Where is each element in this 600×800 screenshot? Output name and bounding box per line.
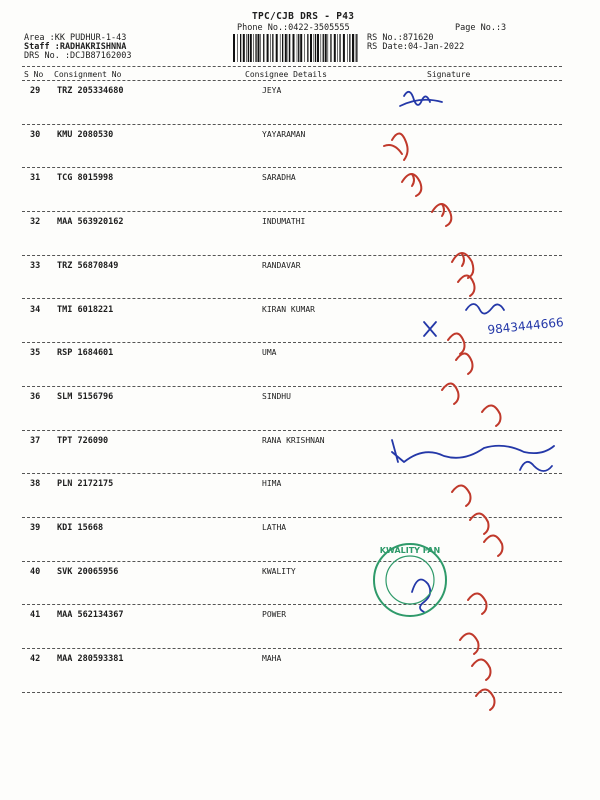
row-divider xyxy=(22,430,562,431)
row-divider xyxy=(22,211,562,212)
serial-number: 35 xyxy=(30,348,41,359)
stamp-text: KWALITY FAN xyxy=(379,546,441,555)
row-divider xyxy=(22,124,562,125)
consignment-number: SLM 5156796 xyxy=(57,391,114,402)
consignee-name: POWER xyxy=(262,610,287,620)
serial-number: 37 xyxy=(30,435,41,446)
consignment-number: KDI 15668 xyxy=(57,523,104,533)
serial-number: 40 xyxy=(30,566,41,577)
serial-number: 30 xyxy=(30,129,41,140)
table-row xyxy=(0,654,600,698)
consignment-number: SVK 20065956 xyxy=(57,566,119,577)
row-divider xyxy=(22,342,562,343)
serial-number: 33 xyxy=(30,260,41,271)
consignee-name: MAHA xyxy=(262,654,282,664)
table-row xyxy=(0,436,600,480)
consignee-name: INDUMATHI xyxy=(262,217,306,227)
consignee-name: YAYARAMAN xyxy=(262,129,306,139)
consignee-name: LATHA xyxy=(262,523,287,532)
column-header-consignment: Consignment No xyxy=(54,70,122,79)
serial-number: 32 xyxy=(30,217,41,228)
table-row xyxy=(0,305,600,349)
area-field: Area :KK PUDHUR-1-43 xyxy=(24,33,127,43)
phone-number: Phone No.:0422-3505555 xyxy=(237,23,350,33)
row-divider xyxy=(22,517,562,518)
consignee-name: KWALITY xyxy=(262,566,296,576)
divider xyxy=(22,80,562,81)
consignment-number: PLN 2172175 xyxy=(57,479,114,490)
sheet-title: TPC/CJB DRS - P43 xyxy=(252,11,355,22)
table-row xyxy=(0,610,600,654)
consignment-number: MAA 280593381 xyxy=(57,654,124,665)
serial-number: 31 xyxy=(30,173,41,184)
column-header-signature: Signature xyxy=(427,70,471,79)
handwritten-phone: 9843444666 xyxy=(486,315,565,337)
consignee-name: KIRAN KUMAR xyxy=(262,304,315,314)
staff-field: Staff :RADHAKRISHNNA xyxy=(24,42,127,52)
table-row xyxy=(0,130,600,174)
divider xyxy=(22,66,562,67)
consignee-name: UMA xyxy=(262,348,277,358)
drs-number: DRS No. :DCJB87162003 xyxy=(24,51,132,61)
consignment-number: RSP 1684601 xyxy=(57,348,114,359)
table-row xyxy=(0,217,600,261)
barcode xyxy=(232,34,360,62)
row-divider xyxy=(22,604,562,605)
rs-number: RS No.:871620 xyxy=(367,33,434,43)
consignment-number: MAA 563920162 xyxy=(57,217,124,228)
consignee-name: RANA KRISHNAN xyxy=(262,435,325,445)
consignee-name: RANDAVAR xyxy=(262,260,301,270)
row-divider xyxy=(22,473,562,474)
consignment-number: MAA 562134367 xyxy=(57,610,124,621)
consignment-number: TMI 6018221 xyxy=(57,304,114,315)
consignment-number: TRZ 205334680 xyxy=(57,86,124,96)
consignee-name: JEYA xyxy=(262,86,282,95)
consignment-number: TCG 8015998 xyxy=(57,173,114,184)
row-divider xyxy=(22,692,562,693)
rs-date: RS Date:04-Jan-2022 xyxy=(367,42,465,52)
consignment-number: TRZ 56870849 xyxy=(57,260,119,271)
table-row xyxy=(0,392,600,436)
row-divider xyxy=(22,298,562,299)
serial-number: 36 xyxy=(30,391,41,402)
column-header-consignee: Consignee Details xyxy=(245,70,327,79)
row-divider xyxy=(22,167,562,168)
table-row xyxy=(0,567,600,611)
page-number: Page No.:3 xyxy=(455,23,507,33)
consignment-number: KMU 2080530 xyxy=(57,129,114,140)
row-divider xyxy=(22,561,562,562)
serial-number: 29 xyxy=(30,86,41,96)
row-divider xyxy=(22,386,562,387)
column-header-sno: S No xyxy=(24,70,44,79)
serial-number: 34 xyxy=(30,304,41,315)
row-divider xyxy=(22,648,562,649)
consignment-number: TPT 726090 xyxy=(57,435,109,446)
serial-number: 42 xyxy=(30,654,41,665)
table-row xyxy=(0,348,600,392)
consignee-name: SARADHA xyxy=(262,173,296,183)
table-row xyxy=(0,173,600,217)
consignee-name: SINDHU xyxy=(262,391,291,401)
table-row xyxy=(0,86,600,130)
table-row xyxy=(0,523,600,567)
consignee-name: HIMA xyxy=(262,479,282,489)
serial-number: 39 xyxy=(30,523,41,533)
row-divider xyxy=(22,255,562,256)
serial-number: 38 xyxy=(30,479,41,490)
table-row xyxy=(0,479,600,523)
table-row xyxy=(0,261,600,305)
serial-number: 41 xyxy=(30,610,41,621)
